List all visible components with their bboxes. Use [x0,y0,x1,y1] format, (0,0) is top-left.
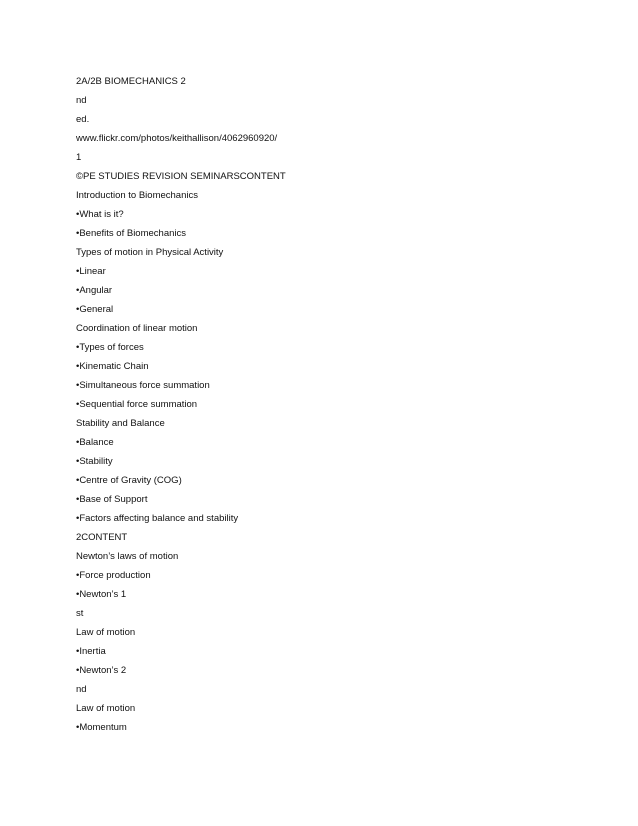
bullet-item: •Inertia [76,646,106,657]
document-text [76,76,596,741]
bullet-item: •Base of Support [76,494,148,505]
bullet-item: •Angular [76,285,113,296]
bullet-item: •Stability [76,456,113,467]
section-heading: 2CONTENT [76,532,128,543]
source-url: www.flickr.com/photos/keithallison/4062960920/ [76,133,278,144]
doc-title: 2A/2B BIOMECHANICS 2 [76,76,186,87]
bullet-item: •Sequential force summation [76,399,198,410]
topic-heading: Stability and Balance [76,418,165,429]
text-line: Law of motion [76,703,136,714]
bullet-item: •Newton’s 1 [76,589,127,600]
bullet-item: •Linear [76,266,106,277]
text-line: ed. [76,114,90,125]
topic-heading: Types of motion in Physical Activity [76,247,224,258]
bullet-item: •Force production [76,570,151,581]
bullet-item: •Factors affecting balance and stability [76,513,239,524]
bullet-item: •Momentum [76,722,127,733]
topic-heading: Coordination of linear motion [76,323,198,334]
bullet-item: •Centre of Gravity (COG) [76,475,182,486]
text-line: st [76,608,84,619]
bullet-item: •Newton’s 2 [76,665,127,676]
topic-heading: Newton’s laws of motion [76,551,179,562]
text-line: Law of motion [76,627,136,638]
text-line: nd [76,684,87,695]
bullet-item: •Balance [76,437,114,448]
bullet-item: •Simultaneous force summation [76,380,210,391]
bullet-item: •General [76,304,114,315]
text-line: nd [76,95,87,106]
bullet-item: •Types of forces [76,342,144,353]
section-heading: ©PE STUDIES REVISION SEMINARSCONTENT [76,171,286,182]
bullet-item: •What is it? [76,209,124,220]
bullet-item: •Kinematic Chain [76,361,149,372]
page-number: 1 [76,152,82,163]
topic-heading: Introduction to Biomechanics [76,190,198,201]
bullet-item: •Benefits of Biomechanics [76,228,186,239]
